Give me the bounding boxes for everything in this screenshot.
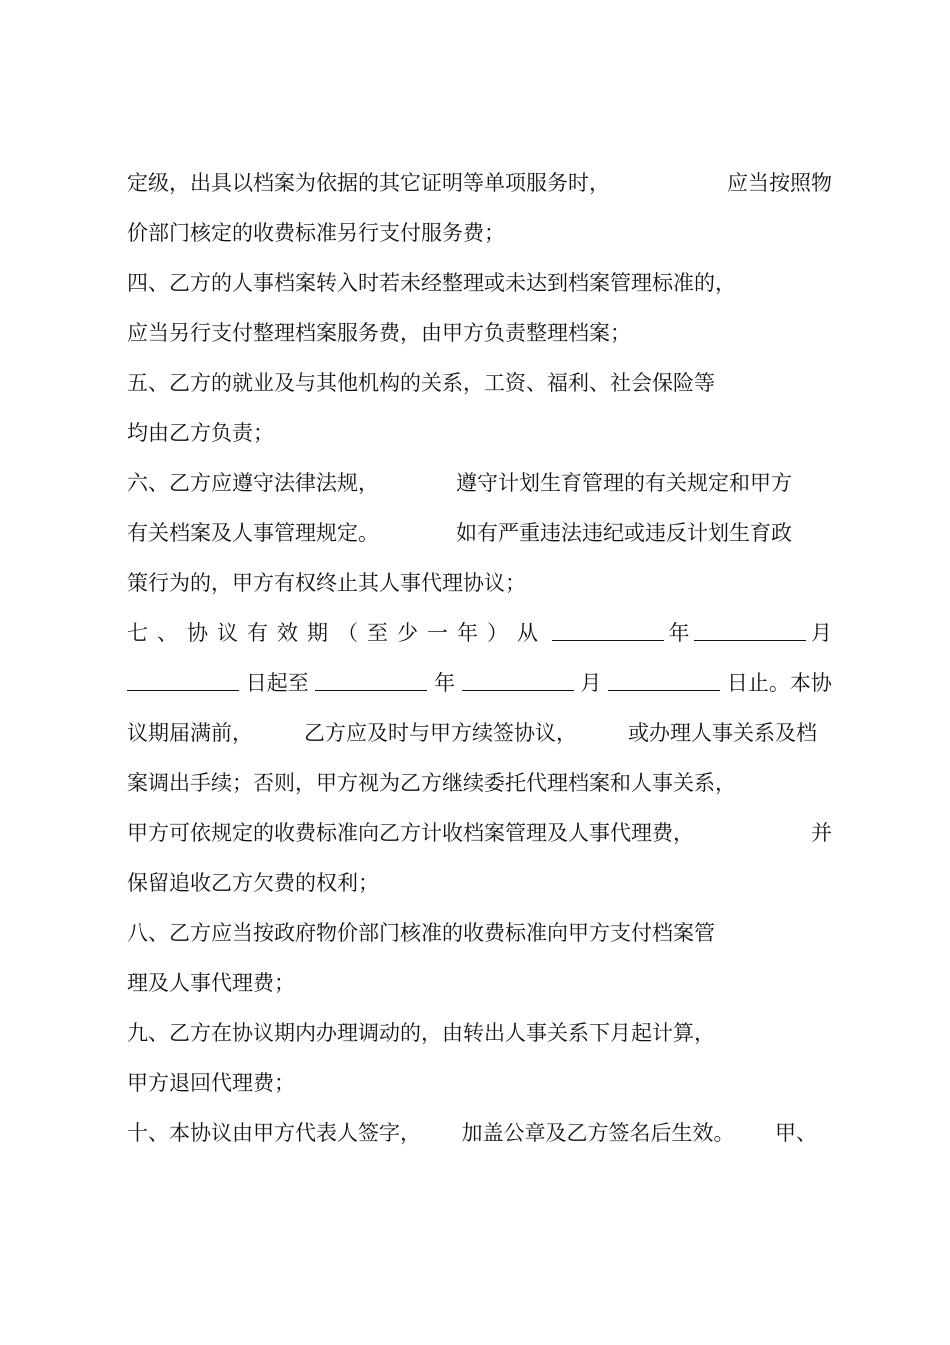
month-blank[interactable] (694, 620, 806, 641)
year-blank[interactable] (552, 620, 664, 641)
text-line: 八、乙方应当按政府物价部门核准的收费标准向甲方支付档案管 (127, 921, 715, 945)
text-line: 均由乙方负责； (127, 421, 274, 445)
text-line: 五、乙方的就业及与其他机构的关系，工资、福利、社会保险等 (127, 371, 715, 395)
text-line: 案调出手续；否则，甲方视为乙方继续委托代理档案和人事关系， (127, 771, 736, 795)
end-month-blank[interactable] (462, 670, 574, 691)
text-line: 价部门核定的收费标准另行支付服务费； (127, 221, 505, 245)
end-year-blank[interactable] (315, 670, 427, 691)
text-line: 理及人事代理费； (127, 971, 295, 995)
text-line: 十、本协议由甲方代表人签字， 加盖公章及乙方签名后生效。 甲、 (127, 1121, 817, 1145)
term-line: 七、协议有效期（至少一年）从 年 月 (127, 621, 832, 645)
text-line: 甲方可依规定的收费标准向乙方计收档案管理及人事代理费， 并 (127, 821, 832, 845)
term-label: 七、协议有效期（至少一年）从 (127, 621, 547, 645)
text-line: 定级，出具以档案为依据的其它证明等单项服务时， 应当按照物 (127, 171, 832, 195)
text-line: 六、乙方应遵守法律法规， 遵守计划生育管理的有关规定和甲方 (127, 471, 792, 495)
end-day-blank[interactable] (608, 670, 720, 691)
term-line: 日起至 年 月 日止。本协 (127, 670, 832, 696)
day-blank[interactable] (127, 670, 239, 691)
text-line: 甲方退回代理费； (127, 1071, 295, 1095)
text-line: 保留追收乙方欠费的权利； (127, 871, 379, 895)
text-line: 有关档案及人事管理规定。 如有严重违法违纪或违反计划生育政 (127, 521, 792, 545)
text-line: 应当另行支付整理档案服务费，由甲方负责整理档案； (127, 321, 631, 345)
text-line: 九、乙方在协议期内办理调动的，由转出人事关系下月起计算， (127, 1021, 715, 1045)
text-line: 四、乙方的人事档案转入时若未经整理或未达到档案管理标准的， (127, 271, 736, 295)
text-line: 议期届满前， 乙方应及时与甲方续签协议， 或办理人事关系及档 (127, 721, 817, 745)
text-line: 策行为的，甲方有权终止其人事代理协议； (127, 571, 526, 595)
